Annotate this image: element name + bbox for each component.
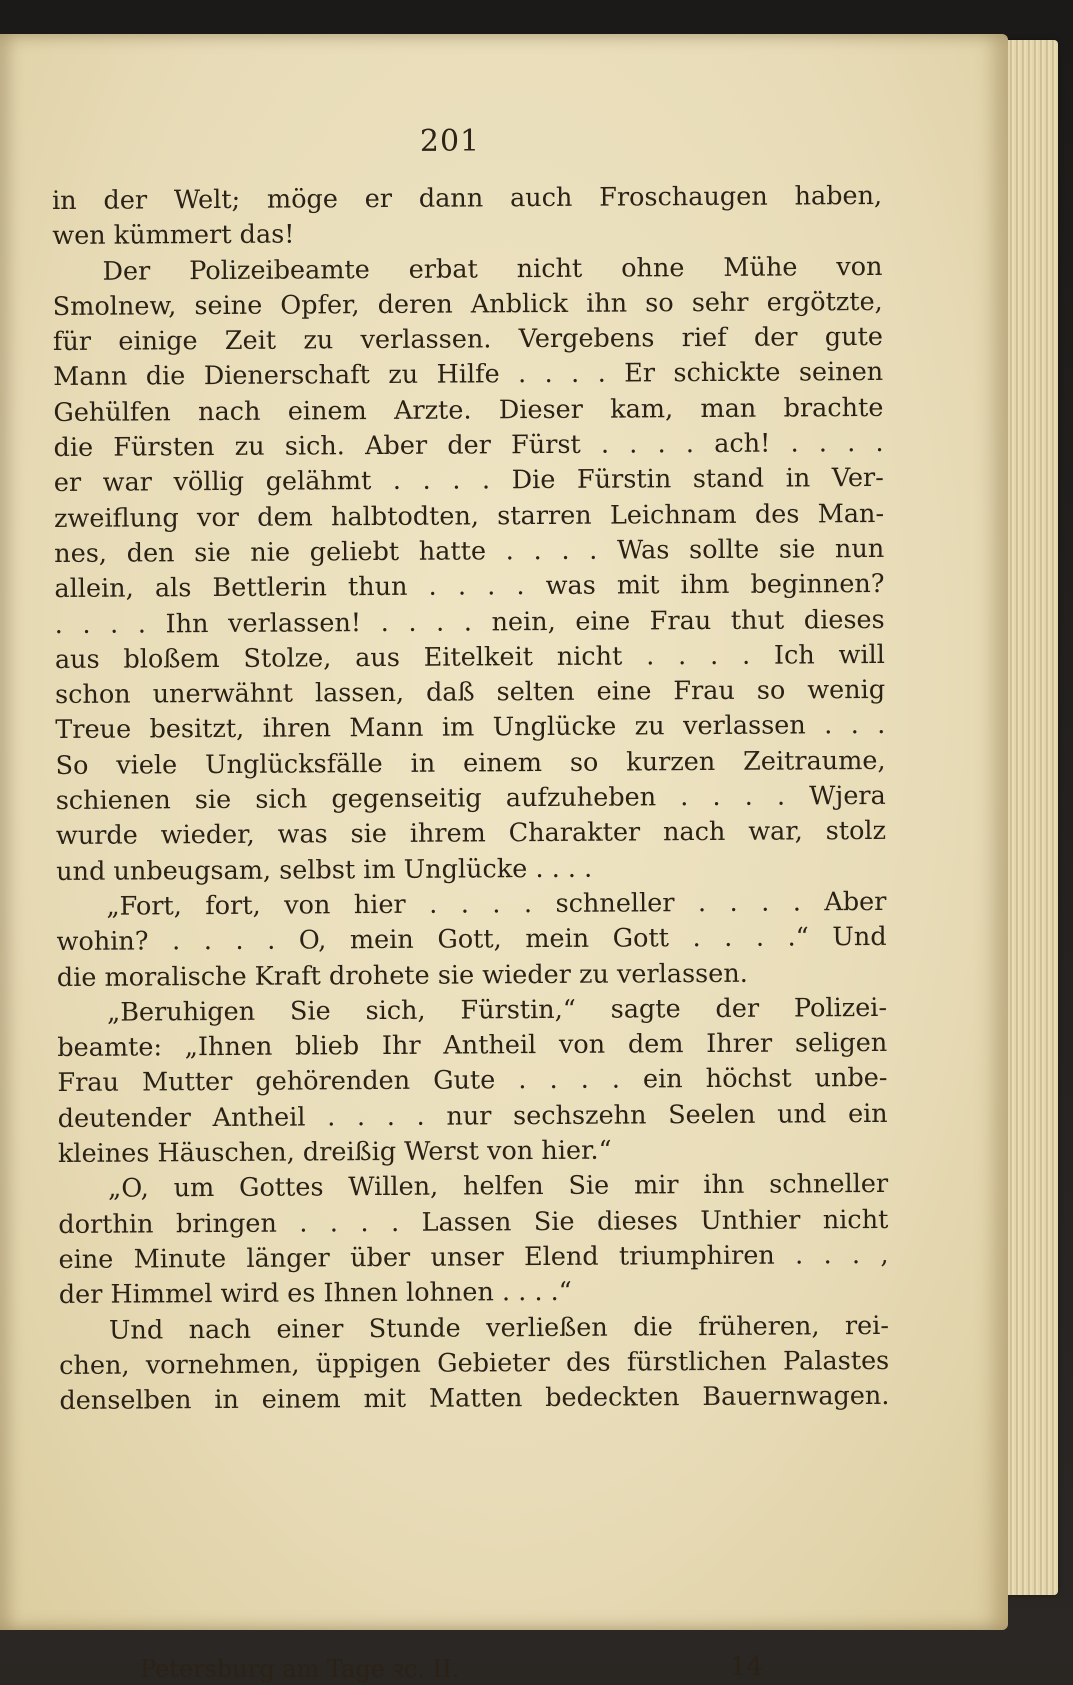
text-line: beamte: „Ihnen blieb Ihr Antheil von dem Ihrer seligen [57, 1028, 888, 1064]
text-line: „Beruhigen Sie sich, Fürstin,“ sagte der Polizei- [106, 992, 888, 1028]
book-page [0, 34, 1008, 1683]
page-number: 201 [419, 124, 481, 159]
text-line: wen kümmert das! [52, 219, 295, 252]
text-line: Treue besitzt, ihren Mann im Unglücke zu verlassen . . . [55, 710, 886, 746]
text-line: der Himmel wird es Ihnen lohnen . . . .“ [58, 1277, 572, 1311]
text-line: zweiflung vor dem halbtodten, starren Leichnam des Man- [53, 498, 885, 534]
text-line: „O, um Gottes Willen, helfen Sie mir ihn schneller [108, 1169, 889, 1204]
text-line: Smolnew, seine Opfer, deren Anblick ihn so sehr ergötzte, [52, 286, 883, 322]
text-line: So viele Unglücksfälle in einem so kurzen Zeitraume, [55, 745, 886, 781]
text-line: für einige Zeit zu verlassen. Vergebens rief der gute [52, 322, 884, 358]
text-line: Und nach einer Stunde verließen die früheren, rei- [108, 1310, 890, 1346]
footer-title: Petersburg am Tage ꝛc. II. [140, 1655, 460, 1683]
text-line: denselben in einem mit Matten bedeckten Bauernwagen. [59, 1381, 890, 1417]
text-line: deutender Antheil . . . . nur sechszehn Seelen und ein [57, 1098, 888, 1134]
text-line: die Fürsten zu sich. Aber der Fürst . . . . ach! . . . . [53, 428, 884, 464]
text-line: schon unerwähnt lassen, daß selten eine Frau so wenig [55, 675, 886, 711]
body-text [52, 179, 890, 1419]
text-line: „Fort, fort, von hier . . . . schneller . . . . Aber [106, 886, 887, 922]
text-line: aus bloßem Stolze, aus Eitelkeit nicht . . . . Ich will [54, 639, 885, 675]
text-line: chen, vornehmen, üppigen Gebieter des fürstlichen Palastes [59, 1345, 890, 1381]
text-line: er war völlig gelähmt . . . . Die Fürstin stand in Ver- [53, 463, 884, 499]
text-line: Mann die Dienerschaft zu Hilfe . . . . Er schickte seinen [53, 357, 884, 393]
text-line: Gehülfen nach einem Arzte. Dieser kam, man brachte [53, 392, 884, 428]
text-line: allein, als Bettlerin thun . . . . was mit ihm beginnen? [54, 569, 885, 605]
text-line: und unbeugsam, selbst im Unglücke . . . . [56, 853, 593, 887]
text-line: schienen sie sich gegenseitig aufzuheben . . . . Wjera [55, 780, 886, 817]
text-line: eine Minute länger über unser Elend triumphiren . . . , [58, 1239, 889, 1275]
text-line: in der Welt; möge er dann auch Froschaugen haben, [52, 180, 883, 216]
text-line: . . . . Ihn verlassen! . . . . nein, eine Frau thut dieses [54, 604, 885, 640]
text-line: wurde wieder, was sie ihrem Charakter nach war, stolz [55, 816, 887, 852]
text-line: kleines Häuschen, dreißig Werst von hier.“ [57, 1135, 612, 1169]
text-line: dorthin bringen . . . . Lassen Sie dieses Unthier nicht [58, 1204, 889, 1240]
text-line: wohin? . . . . O, mein Gott, mein Gott . . . .“ Und [56, 922, 887, 958]
text-line: Der Polizeibeamte erbat nicht ohne Mühe von [102, 251, 883, 287]
text-line: nes, den sie nie geliebt hatte . . . . Was sollte sie nun [54, 533, 885, 569]
text-line: Frau Mutter gehörenden Gute . . . . ein höchst unbe- [57, 1063, 888, 1099]
signature-mark: 14 [730, 1652, 764, 1682]
text-line: die moralische Kraft drohete sie wieder zu verlassen. [56, 958, 748, 993]
